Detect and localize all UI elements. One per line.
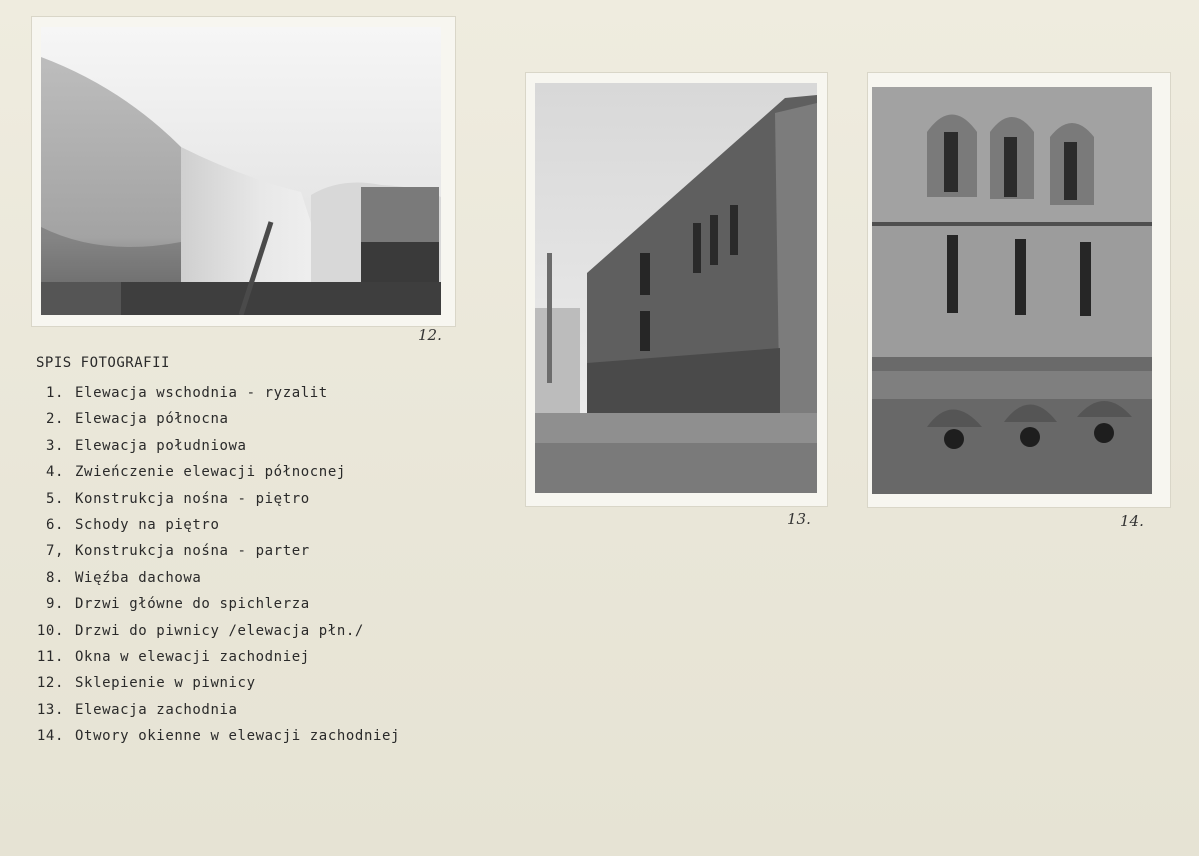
photo-list-title: SPIS FOTOGRAFII bbox=[36, 355, 170, 371]
photo-number-13: 13. bbox=[787, 510, 811, 528]
photo-number-14: 14. bbox=[1120, 512, 1144, 530]
list-item: 5. Konstrukcja nośna - piętro bbox=[45, 490, 310, 507]
photo-west-elevation bbox=[535, 83, 817, 493]
list-item: 8. Więźba dachowa bbox=[45, 569, 202, 586]
list-item: 10. Drzwi do piwnicy /elewacja płn./ bbox=[36, 622, 364, 639]
list-item: 3. Elewacja południowa bbox=[45, 437, 247, 454]
photo-number-12: 12. bbox=[418, 326, 442, 344]
list-item: 1. Elewacja wschodnia - ryzalit bbox=[45, 385, 328, 401]
list-item: 11. Okna w elewacji zachodniej bbox=[36, 648, 310, 665]
list-item: 9. Drzwi główne do spichlerza bbox=[45, 596, 310, 613]
list-item: 2. Elewacja północna bbox=[45, 411, 229, 428]
photo-cellar-vault bbox=[41, 27, 441, 315]
list-item: 13. Elewacja zachodnia bbox=[36, 701, 238, 718]
photo-list bbox=[22, 380, 400, 749]
list-item: 12. Sklepienie w piwnicy bbox=[36, 675, 256, 692]
list-item: 4. Zwieńczenie elewacji północnej bbox=[45, 464, 346, 481]
list-item: 7, Konstrukcja nośna - parter bbox=[45, 543, 310, 560]
list-item: 14. Otwory okienne w elewacji zachodniej bbox=[36, 728, 401, 745]
photo-window-openings bbox=[872, 87, 1152, 494]
list-item: 6. Schody na piętro bbox=[45, 516, 220, 533]
